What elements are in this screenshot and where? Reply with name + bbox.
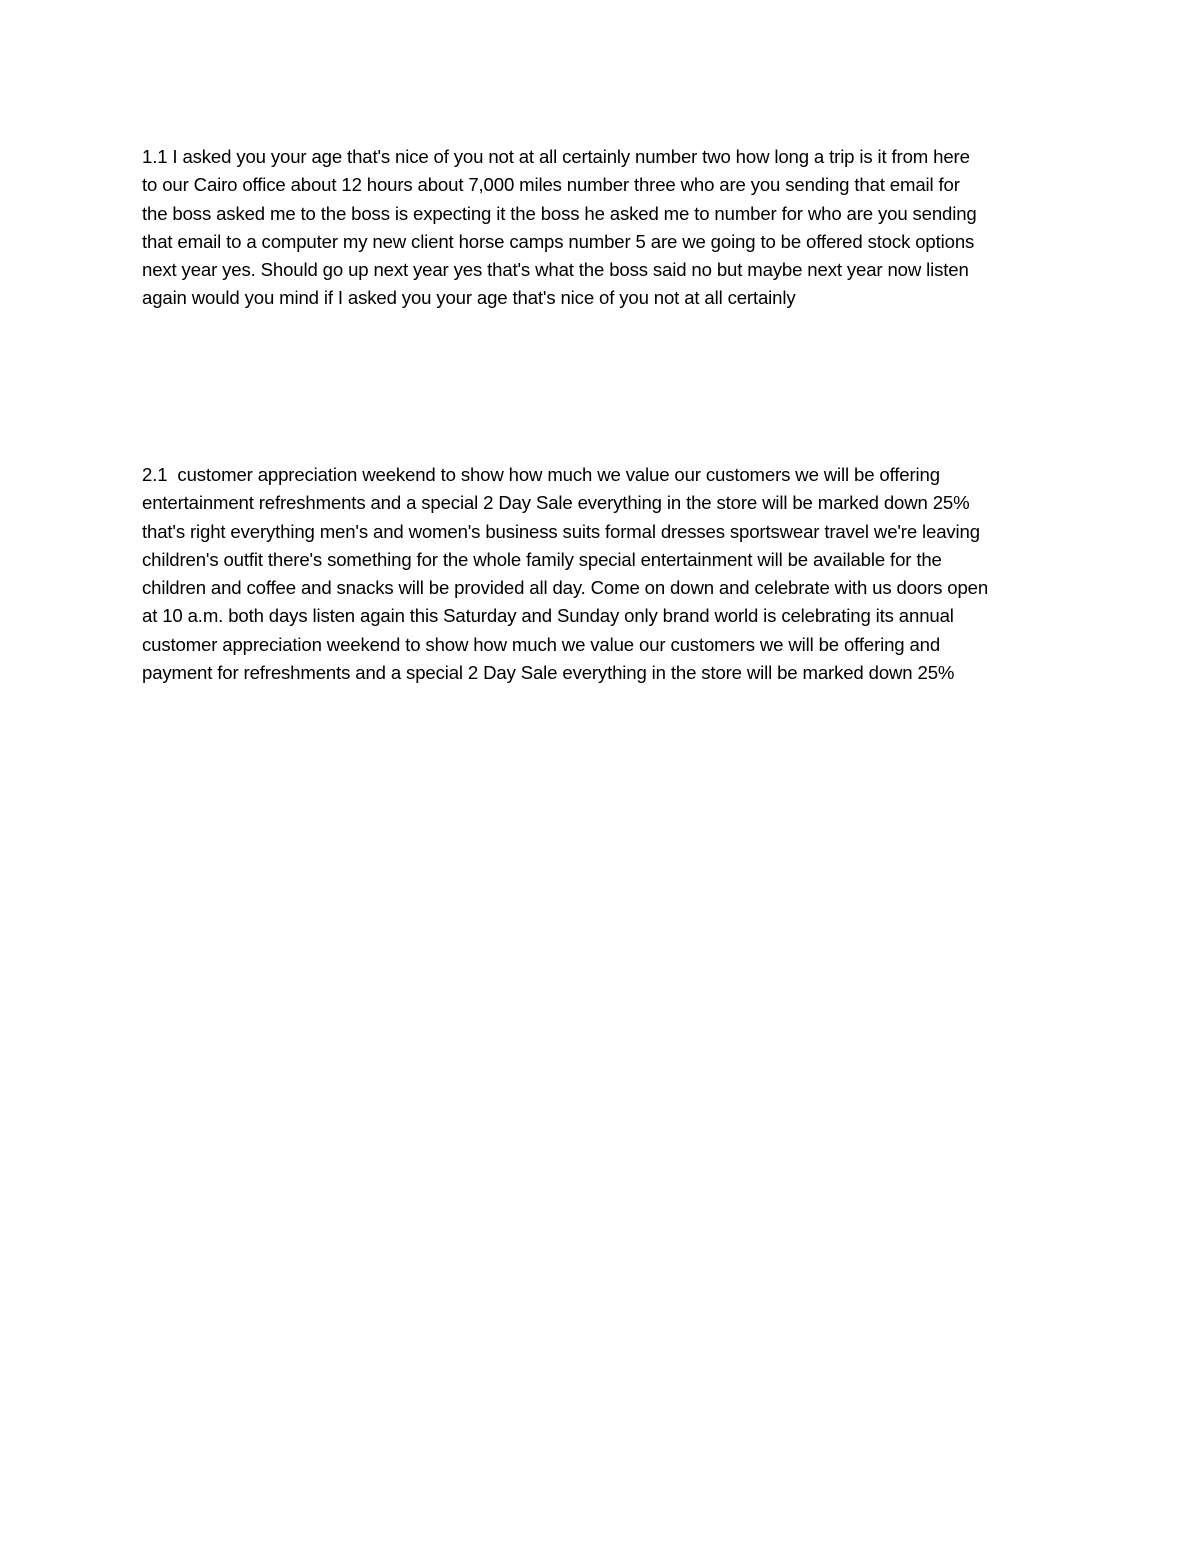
paragraph-line: entertainment refreshments and a special 2 Day Sale everything in the store will be marked down 25% [142,492,970,514]
paragraph-line: the boss asked me to the boss is expecting it the boss he asked me to number for who are you sending [142,202,977,224]
paragraph-line: that email to a computer my new client horse camps number 5 are we going to be offered stock options [142,230,975,252]
paragraph-2-1 [142,461,1062,687]
paragraph-line: again would you mind if I asked you your age that's nice of you not at all certainly [142,287,796,309]
paragraph-line: next year yes. Should go up next year yes that's what the boss said no but maybe next year now listen [142,259,969,281]
paragraph-line: children's outfit there's something for the whole family special entertainment will be available for the [142,548,942,570]
paragraph-line: at 10 a.m. both days listen again this Saturday and Sunday only brand world is celebrating its annual [142,605,954,627]
paragraph-line: customer appreciation weekend to show how much we value our customers we will be offering and [142,633,941,655]
paragraph-line: that's right everything men's and women's business suits formal dresses sportswear travel we're leaving [142,520,980,542]
paragraph-line: 1.1 I asked you your age that's nice of you not at all certainly number two how long a trip is it from here [142,146,970,167]
paragraph-line: payment for refreshments and a special 2 Day Sale everything in the store will be marked down 25% [142,662,955,684]
paragraph-line: children and coffee and snacks will be provided all day. Come on down and celebrate with us doors open [142,577,989,599]
paragraph-1-1 [142,143,1062,313]
paragraph-line: to our Cairo office about 12 hours about 7,000 miles number three who are you sending that email for [142,174,960,196]
paragraph-line: 2.1 customer appreciation weekend to show how much we value our customers we will be offering [142,464,940,485]
